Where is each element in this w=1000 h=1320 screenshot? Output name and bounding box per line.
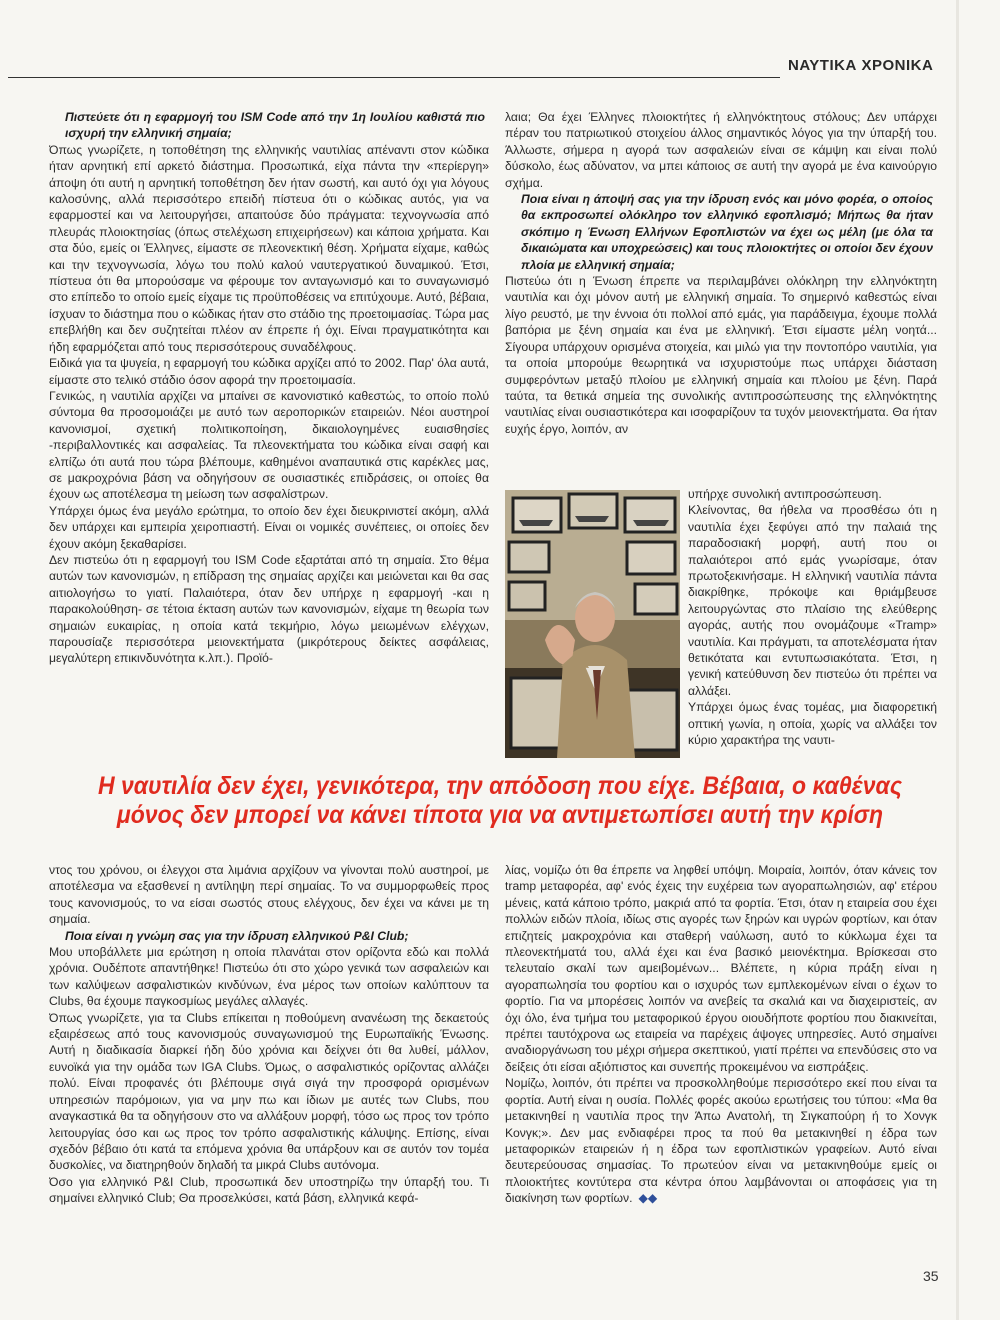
- paragraph: Κλείνοντας, θα ήθελα να προσθέσω ότι η ναυτιλία έχει ξεφύγει από την παλαιά της παραδοσιακή μορφή, αυτή που οι παλαιότεροι από εμάς γνωρίσαμε, όταν πρωτοξεκινήσαμε. Η ελληνική ναυτιλία πάντα διακρίθηκε, πρόκοψε και θριάμβευσε λειτουργώντας στο πλαίσιο της ελεύθερης αγοράς, αυτής που ονομάζουμε «Tramp» ναυτιλία. Και πράγματι, τα αποτελέσματα ήταν θετικότατα και εντυπωσιακότατα. Έτσι, η γενική κατεύθυνση δεν πιστεύω ότι πρέπει να αλλάξει.: [688, 503, 937, 698]
- interview-question: Ποια είναι η γνώμη σας για την ίδρυση ελληνικού P&I Club;: [65, 928, 409, 943]
- pull-quote-line-2: μόνος δεν μπορεί να κάνει τίποτα για να αντιμετωπίσει αυτή την κρίση: [116, 801, 884, 829]
- column-2-continued: [688, 486, 937, 758]
- paragraph: λαια; Θα έχει Έλληνες πλοιοκτήτες ή ελληνόκτητους στόλους; Δεν υπάρχει πέραν του πατριωτικού στοιχείου άλλος σημαντικός λόγος για την ύπαρξή του. Άλλωστε, σήμερα η αγορά των ασφαλειών είναι σε κάμψη και είναι πολύ δύσκολο, έως αδύνατον, να μπει κάποιος σε αυτή την αγορά με ένα καινούργιο σχήμα.: [505, 110, 937, 190]
- paragraph: Ειδικά για τα ψυγεία, η εφαρμογή του κώδικα αρχίζει από το 2002. Παρ' όλα αυτά, είμαστε στο τελικό στάδιο όσον αφορά την προετοιμασία.: [49, 356, 489, 387]
- column-2: [505, 109, 937, 486]
- paragraph: Νομίζω, λοιπόν, ότι πρέπει να προσκολληθούμε περισσότερο εκεί που είναι τα φορτία. Αυτή είναι η ουσία. Πολλές φορές ακούω ερωτήσεις του τύπου: «Μα θα μετακινηθεί η ναυτιλία προς την Άπω Ανατολή, τη Σιγκαπούρη ή το Χονγκ Κονγκ;». Δεν μας ενδιαφέρει προς τα πού θα μετακινηθεί η έδρα των μεταφορικών εταιρειών ή η έδρα των εφοπλιστικών γραφείων. Αυτό είναι δευτερεύουσας σημασίας. Το πρωτεύον είναι να μετακινηθούμε εμείς οι πλοιοκτήτες κοντύτερα στα κέντρα όπου λαμβάνονται οι αποφάσεις για τη διακίνηση των φορτίων. ◆◆: [505, 1076, 937, 1206]
- paragraph: Όπως γνωρίζετε, η τοποθέτηση της ελληνικής ναυτιλίας απέναντι στον κώδικα ήταν αρνητική επί αρκετό διάστημα. Προσωπικά, είχα πάντα την «περίεργη» άποψη ότι αυτή η αρνητική τοποθέτηση δεν ήταν σωστή, και αυτό όχι για λόγους καλοσύνης, αλλά περισσότερο επειδή πίστευα ότι ο κώδικας αυτός, για να εφαρμοστεί και να λειτουργήσει, απαιτούσε δύο πράγματα: τεχνογνωσία από πλευράς πλοιοκτησίας (όπως στελέχωση επιχειρήσεων) και κάποια χρήματα. Και στα δύο, εμείς οι Έλληνες, είμαστε σε πλεονεκτική θέση. Χρήματα είχαμε, καθώς και την τεχνογνωσία, λόγω του πολύ καλού ναυτεργατικού δυναμικού. Έτσι, πίστευα ότι θα μπορούσαμε να φέρουμε τον ανταγωνισμό και το συναγωνισμό στο επίπεδο το οποίο εμείς είχαμε τις προϋποθέσεις να επιτύχουμε. Αυτό, βέβαια, ίσχυαν το διάστημα που ο κώδικας ήταν στο στάδιο της προετοιμασίας. Τώρα μας επεβλήθη και δεν συζητείται πλέον αν έπρεπε ή όχι. Είναι πραγματικότητα και ήδη εφαρμόζεται από τους περισσότερους συναδέλφους.: [49, 142, 489, 354]
- paragraph: Δεν πιστεύω ότι η εφαρμογή του ISM Code εξαρτάται από τη σημαία. Στο θέμα αυτών των κανονισμών, η επίδραση της σημαίας αρχίζει και μειώνεται και θα σας αιτιολογήσω το γιατί. Παλαιότερα, όταν δεν υπήρχε η εφαρμογή -και η παρακολούθηση- σε τέτοια έκταση αυτών των κανονισμών, είχαμε τη θεωρία των σημαιών ευκαιρίας, η οποία κατά τεκμήριο, λόγω μειωμένων ελέγχων, παρουσίαζε περισσότερα μειονεκτήματα (μικρότερους δείκτες ασφάλειας, μεγαλύτερη επικινδυνότητα κ.λπ.). Προϊό-: [49, 552, 489, 666]
- page-number: 35: [923, 1268, 939, 1284]
- header-rule: [8, 77, 780, 78]
- interview-question: Πιστεύετε ότι η εφαρμογή του ISM Code από την 1η Ιουλίου καθιστά πιο ισχυρή την ελληνική σημαία;: [65, 110, 485, 141]
- interview-photo: [505, 490, 680, 758]
- paragraph: Μου υποβάλλετε μια ερώτηση η οποία πλανάται στον ορίζοντα εδώ και πολλά χρόνια. Ουδέποτε απαντήθηκε! Πιστεύω ότι στο χώρο γενικά των ασφαλειών και των καλύψεων ασφαλιστικών κινδύνων, ένα μέρος των οποίων καλύπτουν τα Clubs, θα έχουμε παγκοσμίως μεγάλες αλλαγές.: [49, 945, 489, 1009]
- magazine-title: ΝΑΥΤΙΚΑ ΧΡΟΝΙΚΑ: [788, 57, 934, 74]
- paragraph: Όπως γνωρίζετε, για τα Clubs επίκειται η ποθούμενη ανανέωση της δεκαετούς εξαιρέσεως από τους κανονισμούς συναγωνισμού της Ευρωπαϊκής Ένωσης. Αυτή η διαδικασία διαρκεί ήδη δύο χρόνια και δείχνει ότι θα λυθεί, μάλλον, ευνοϊκά για την ομάδα των IGA Clubs. Όμως, ο ασφαλιστικός ορίζοντας αλλάζει πολύ. Είναι προφανές ότι βλέπουμε σιγά σιγά την προσφορά ορισμένων υπηρεσιών παρόμοιων, για να μην πω και ίδιων με αυτές των Clubs, που αναγκαστικά θα τα οδηγήσουν στο να αλλάξουν μορφή, τόσο ως προς τον τρόπο λειτουργίας όσο και ως προς τον τρόπο ασφαλιστικής κάλυψης. Επίσης, είναι σχεδόν βέβαιο ότι κατά τα επόμενα χρόνια θα υπάρξουν και σε αυτόν τον τομέα δυσκολίες, να διατηρηθούν δηλαδή τα μικρά Clubs αυτόνομα.: [49, 1010, 489, 1173]
- interview-question: Ποια είναι η άποψή σας για την ίδρυση ενός και μόνο φορέα, ο οποίος θα εκπροσωπεί ολόκληρο τον ελληνικό εφοπλισμό; Μήπως θα ήταν σκόπιμο η Ένωση Ελλήνων Εφοπλιστών να έχει ως μέλη (με όλα τα δικαιώματα και υποχρεώσεις) και τους πλοιοκτήτες οι οποίοι δεν έχουν πλοία με ελληνική σημαία;: [521, 192, 933, 272]
- paragraph: Πιστεύω ότι η Ένωση έπρεπε να περιλαμβάνει ολόκληρη την ελληνόκτητη ναυτιλία και όχι μόνον αυτή με ελληνική σημαία. Το σημερινό καθεστώς είναι λίγο ρευστό, με την έννοια ότι πολλοί από εμάς, για παράδειγμα, έχουμε πολλά βαπόρια με ξένη σημαία και ένα με ελληνική. Έτσι είμαστε μέλη νοητά... Σίγουρα υπάρχουν ορισμένα στοιχεία, και μιλώ για την ποντοπόρο ναυτιλία, για τα οποία μπορούμε θεωρητικά να ισχυριστούμε πως υπάρχει διάσταση συμφερόντων μεταξύ πλοίου με ελληνική σημαία και πλοίου με ξένη. Παρά ταύτα, τα θετικά σημεία της συνολικής αντιπροσώπευσης της ελληνόκτητης ναυτιλίας είναι ουσιαστικότερα και ισοφαρίζουν τα τυχόν μειονεκτήματα. Θα ήταν ευχής έργο, λοιπόν, αν: [505, 274, 937, 436]
- paragraph: Υπάρχει όμως ένας τομέας, μια διαφορετική οπτική γωνία, η οποία, χωρίς να αλλάξει τον κύριο χαρακτήρα της ναυτι-: [688, 700, 937, 748]
- paragraph: Υπάρχει όμως ένα μεγάλο ερώτημα, το οποίο δεν έχει διευκρινιστεί ακόμη, αλλά δεν υπάρχει και εμπειρία χειροπιαστή. Είναι οι νομικές συνέπειες, οι οποίες δεν έχουν ακόμη ξεκαθαρίσει.: [49, 503, 489, 551]
- end-of-article-icon: ◆◆: [638, 1191, 658, 1206]
- paragraph: Γενικώς, η ναυτιλία αρχίζει να μπαίνει σε κανονιστικό καθεστώς, το οποίο πολύ σύντομα θα προσομοιάζει με αυτό των αεροπορικών εταιρειών. Νέοι αυστηροί κανονισμοί, σχετική πολιτικοποίηση, δικαιολογημένες ευαισθησίες -περιβαλλοντικές και ασφαλείας. Τα πλεονεκτήματα του κώδικα είναι σαφή και ελπίζω ότι αυτά που τώρα βλέπουμε, καθημένοι αναπαυτικά στις καρέκλες μας, σε μακροχρόνια βάση να οδηγήσουν σε ουσιαστικές επιδράσεις, οι οποίες θα έχουν ως αποτέλεσμα τη μείωση των ασφαλίστρων.: [49, 388, 489, 502]
- photo-illustration: [505, 490, 680, 758]
- paragraph: Όσο για ελληνικό P&I Club, προσωπικά δεν υποστηρίζω την ύπαρξή του. Τι σημαίνει ελληνικό Club; Θα προσελκύσει, κατά βάση, ελληνικά κεφά-: [49, 1174, 489, 1206]
- column-1: [49, 109, 489, 757]
- pull-quote: [58, 772, 941, 830]
- pull-quote-line-1: Η ναυτιλία δεν έχει, γενικότερα, την απόδοση που είχε. Βέβαια, ο καθένας: [97, 772, 903, 800]
- paragraph: ντος του χρόνου, οι έλεγχοι στα λιμάνια αρχίζουν να γίνονται πολύ αυστηροί, με αποτέλεσμα να εξασθενεί η αντίληψη περί σημαίας. Το να συμμορφωθείς προς τους κανονισμούς, το να είσαι σωστός στους ελέγχους, δεν έχει να κάνει με τη σημαία.: [49, 863, 489, 927]
- paragraph: υπήρχε συνολική αντιπροσώπευση.: [688, 487, 882, 501]
- column-4: [505, 862, 937, 1282]
- page-edge: [956, 0, 959, 1320]
- paragraph: λίας, νομίζω ότι θα έπρεπε να ληφθεί υπόψη. Μοιραία, λοιπόν, όταν κάνεις τον tramp μεταφορέα, αφ' ενός έχεις την ευχέρεια των αγοραπωλησιών, αφ' ετέρου μένεις, κατά κάποιο τρόπο, μακριά από τα φορτία. Έτσι, όταν η εταιρεία σου έχει πολλών ειδών πλοία, ιδίως στις αγορές των ξηρών και υγρών φορτίων, και όταν επιζητείς μακροχρόνια και σταθερή ναύλωση, αυτό το κύκλωμα έχει τα πλεονεκτήματά του, αλλά έχει και ένα βασικό μειονέκτημα. Βρίσκεσαι στο τελευταίο σκαλί των αμειβομένων... Βλέπετε, η κύρια πράξη είναι η αγοραπωλησία του φορτίου και ο ισχυρός των εμπλεκομένων είναι ο έχων το φορτίο. Για να μπορέσεις λοιπόν να ανεβείς τα σκαλιά και να διαχειριστείς, αν όχι όλο, ένα τμήμα του μεταφορικού έργου οιουδήποτε φορτίου που διακινείται, πρέπει ταυτόχρονα ως εταιρεία να παρέχεις άψογες υπηρεσίες. Αυτό σημαίνει αναδιοργάνωση του μέχρι σήμερα σκεπτικού, γιατί πρέπει να επενδύσεις στο να δείξεις ότι είσαι αξιόπιστος και συνεπής προκειμένου να εισπράξεις.: [505, 863, 937, 1074]
- column-3: [49, 862, 489, 1286]
